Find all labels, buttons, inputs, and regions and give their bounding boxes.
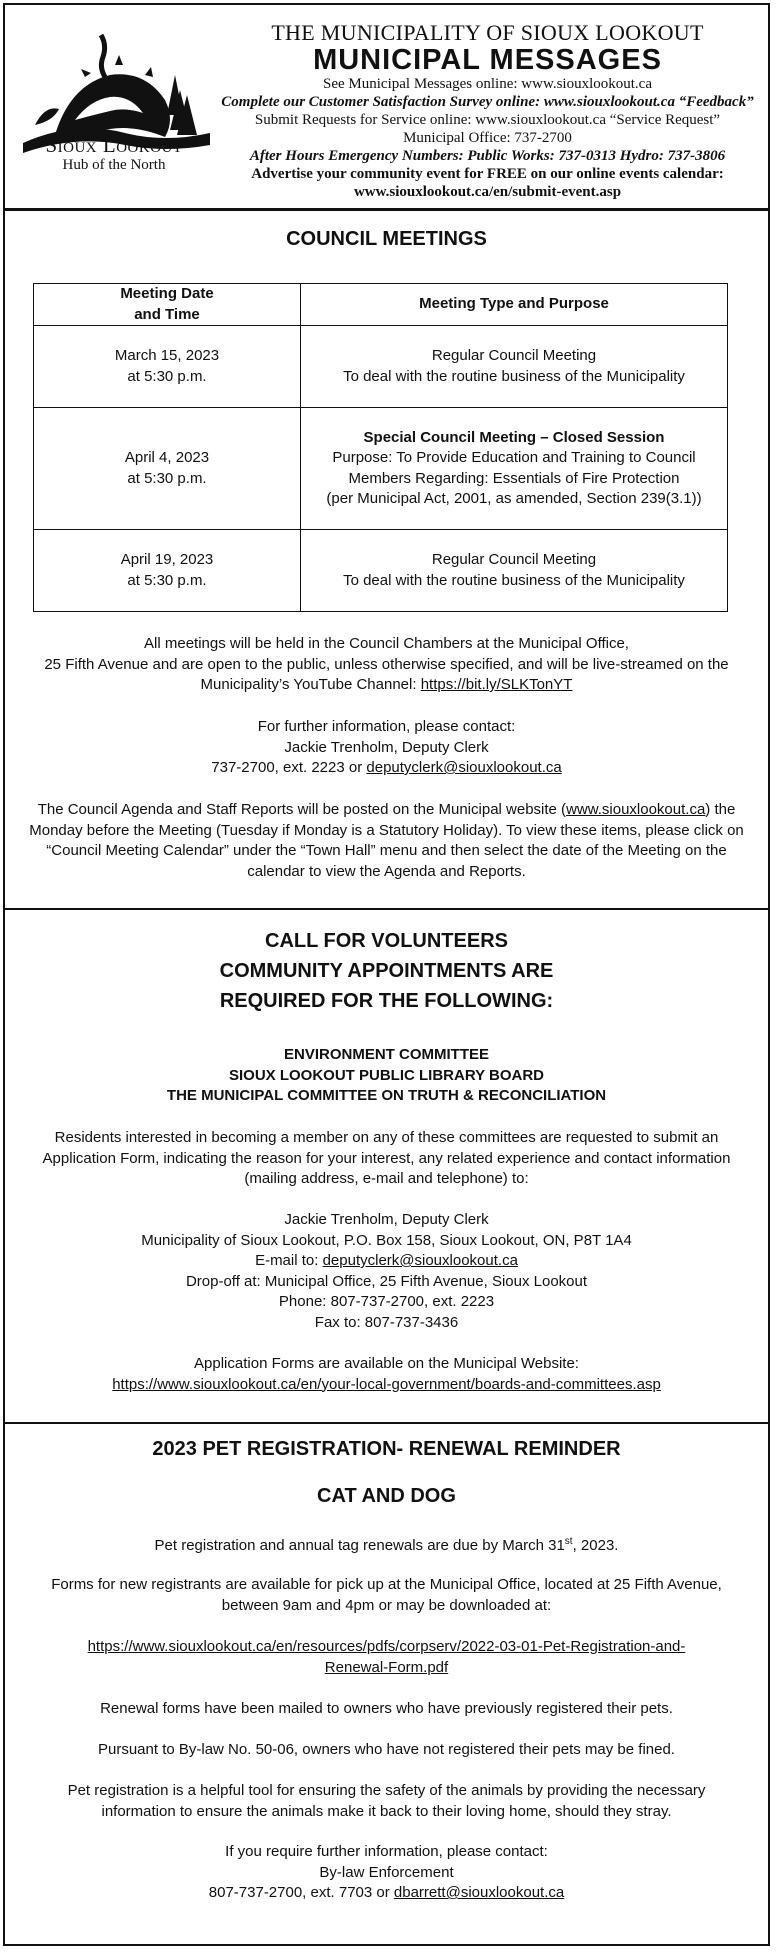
page-frame [3, 3, 770, 1946]
logo-wordmark: Sioux Lookout [45, 133, 183, 157]
column-header [34, 284, 301, 326]
meeting-location-notice [5, 634, 768, 696]
meeting-type: Regular Council Meeting [431, 551, 597, 568]
header-line: www.siouxlookout.ca/en/submit-event.asp [353, 184, 622, 200]
forms-notice [5, 1575, 768, 1616]
meeting-purpose-cell [301, 530, 728, 612]
website-link[interactable]: www.siouxlookout.ca [566, 801, 706, 818]
meeting-time: at 5:30 p.m. [127, 367, 207, 385]
notice-line: calendar to view the Agenda and Reports. [247, 862, 526, 880]
header-line: Advertise your community event for FREE on our online events calendar: [251, 166, 724, 182]
title-line: CALL FOR VOLUNTEERS [265, 930, 508, 952]
header-line: See Municipal Messages online: www.siouxlookout.ca [323, 76, 652, 92]
notice-text: , 2023. [572, 1537, 619, 1554]
section-subtitle: CAT AND DOG [317, 1485, 456, 1507]
header-text: and Time [134, 305, 200, 323]
section-title [5, 926, 768, 1016]
header-line: Submit Requests for Service online: www.siouxlookout.ca “Service Request” [254, 112, 721, 128]
link-line[interactable]: https://www.siouxlookout.ca/en/resources/pdfs/corpserv/2022-03-01-Pet-Registration-and- [87, 1638, 686, 1655]
renewal-notice: Renewal forms have been mailed to owners who have previously registered their pets. [100, 1700, 673, 1717]
header-text: Meeting Date [120, 285, 214, 302]
volunteers-section [5, 910, 768, 1424]
meeting-time: at 5:30 p.m. [127, 571, 207, 589]
contact-name: Jackie Trenholm, Deputy Clerk [284, 738, 489, 756]
helpful-notice [5, 1781, 768, 1822]
committee-name: ENVIRONMENT COMMITTEE [284, 1046, 489, 1063]
committee-name: THE MUNICIPAL COMMITTEE ON TRUTH & RECONCILIATION [166, 1087, 607, 1104]
youtube-link[interactable]: https://bit.ly/SLKTonYT [420, 676, 573, 693]
notice-line: between 9am and 4pm or may be downloaded at: [221, 1596, 552, 1614]
notice-line: 25 Fifth Avenue and are open to the public, unless otherwise specified, and will be live-streamed on the [44, 655, 729, 673]
masthead-text [215, 21, 760, 201]
contact-phone: 807-737-2700, ext. 7703 or [208, 1884, 394, 1901]
volunteer-contact [5, 1210, 768, 1333]
header-line: After Hours Emergency Numbers: Public Works: 737-0313 Hydro: 737-3806 [249, 148, 726, 164]
contact-line [5, 758, 768, 779]
bylaw-notice: Pursuant to By-law No. 50-06, owners who have not registered their pets may be fined. [98, 1741, 675, 1758]
title-line: COMMUNITY APPOINTMENTS ARE [219, 960, 554, 982]
notice-line: Monday before the Meeting (Tuesday if Monday is a Statutory Holiday). To view these items, please click on [29, 821, 744, 839]
title-line: REQUIRED FOR THE FOLLOWING: [219, 990, 554, 1012]
notice-line: information to ensure the animals make it back to their loving home, should they stray. [101, 1802, 672, 1820]
meeting-date-cell [34, 408, 301, 530]
email-link[interactable]: deputyclerk@siouxlookout.ca [366, 759, 562, 776]
masthead [5, 5, 768, 211]
intro-line: (mailing address, e-mail and telephone) to: [244, 1170, 529, 1187]
header-line: Municipal Office: 737-2700 [403, 130, 572, 146]
contact-department: By-law Enforcement [319, 1863, 454, 1881]
link-line[interactable]: Renewal-Form.pdf [324, 1658, 449, 1676]
meetings-table [33, 283, 728, 612]
meeting-purpose: Purpose: To Provide Education and Training to Council [332, 449, 696, 466]
section-title: COUNCIL MEETINGS [286, 228, 487, 250]
contact-line [5, 1883, 768, 1904]
meeting-time: at 5:30 p.m. [127, 469, 207, 487]
notice-text: ) the [705, 801, 736, 818]
intro-line: Application Form, indicating the reason for your interest, any related experience and contact information [42, 1149, 731, 1167]
forms-link[interactable]: https://www.siouxlookout.ca/en/your-local-government/boards-and-committees.asp [112, 1375, 661, 1393]
notice-text: Municipality’s YouTube Channel: [200, 676, 421, 693]
meeting-purpose: To deal with the routine business of the Municipality [343, 367, 685, 385]
form-download-link[interactable] [5, 1637, 768, 1678]
email-link[interactable]: deputyclerk@siouxlookout.ca [322, 1252, 518, 1269]
committee-name: SIOUX LOOKOUT PUBLIC LIBRARY BOARD [228, 1066, 544, 1084]
council-meetings-section [5, 211, 768, 910]
notice-line: Forms for new registrants are available for pick up at the Municipal Office, located at 25 Fifth Avenue, [51, 1576, 722, 1593]
pet-contact [5, 1842, 768, 1904]
meeting-date: April 4, 2023 [124, 449, 210, 466]
meeting-date-cell [34, 326, 301, 408]
table-row [34, 408, 728, 530]
contact-intro: If you require further information, please contact: [225, 1843, 548, 1860]
email-label: E-mail to: [255, 1252, 323, 1269]
contact-name: Jackie Trenholm, Deputy Clerk [284, 1211, 489, 1228]
meeting-purpose: (per Municipal Act, 2001, as amended, Section 239(3.1)) [326, 490, 702, 507]
table-row [34, 530, 728, 612]
application-forms [5, 1354, 768, 1395]
header-line: Complete our Customer Satisfaction Survey online: www.siouxlookout.ca “Feedback” [221, 94, 754, 110]
meeting-type: Special Council Meeting – Closed Session [363, 428, 665, 446]
contact-address: Municipality of Sioux Lookout, P.O. Box 158, Sioux Lookout, ON, P8T 1A4 [141, 1231, 632, 1249]
contact-phone: Phone: 807-737-2700, ext. 2223 [278, 1293, 495, 1310]
pet-registration-section [5, 1424, 768, 1944]
email-link[interactable]: dbarrett@siouxlookout.ca [393, 1884, 565, 1901]
notice-line: All meetings will be held in the Council Chambers at the Municipal Office, [144, 635, 629, 652]
contact-dropoff: Drop-off at: Municipal Office, 25 Fifth Avenue, Sioux Lookout [185, 1272, 588, 1290]
due-date-notice [5, 1532, 768, 1557]
meeting-date: March 15, 2023 [114, 347, 220, 364]
table-row [34, 326, 728, 408]
page-title: MUNICIPAL MESSAGES [313, 44, 662, 76]
notice-text: Pet registration and annual tag renewals are due by March 31 [154, 1537, 565, 1554]
section-title: 2023 PET REGISTRATION- RENEWAL REMINDER [152, 1438, 621, 1460]
contact-email-line [5, 1251, 768, 1272]
notice-line [5, 675, 768, 696]
contact-phone: 737-2700, ext. 2223 or [211, 759, 367, 776]
meeting-purpose: Members Regarding: Essentials of Fire Protection [348, 469, 680, 487]
notice-line: “Council Meeting Calendar” under the “Town Hall” menu and then select the date of the Meeting on the [46, 842, 727, 859]
contact-intro: For further information, please contact: [257, 718, 516, 735]
contact-fax: Fax to: 807-737-3436 [314, 1313, 459, 1331]
volunteer-intro [5, 1128, 768, 1190]
notice-line: Pet registration is a helpful tool for ensuring the safety of the animals by providing the necessary [67, 1782, 706, 1799]
notice-line [5, 800, 768, 821]
ordinal-suffix: st [564, 1536, 573, 1547]
meeting-purpose: To deal with the routine business of the Municipality [343, 571, 685, 589]
municipality-name: THE MUNICIPALITY OF SIOUX LOOKOUT [271, 20, 704, 45]
table-header-row [34, 284, 728, 326]
column-header: Meeting Type and Purpose [301, 284, 728, 326]
notice-text: The Council Agenda and Staff Reports will be posted on the Municipal website ( [37, 801, 567, 818]
agenda-notice [5, 800, 768, 882]
council-contact [5, 717, 768, 779]
meeting-purpose-cell [301, 326, 728, 408]
meeting-date-cell [34, 530, 301, 612]
meeting-purpose-cell [301, 408, 728, 530]
intro-line: Residents interested in becoming a member on any of these committees are requested to submit an [54, 1129, 719, 1146]
meeting-date: April 19, 2023 [120, 551, 214, 568]
meeting-type: Regular Council Meeting [431, 347, 597, 364]
forms-intro: Application Forms are available on the Municipal Website: [194, 1355, 579, 1372]
logo-tagline: Hub of the North [62, 157, 166, 173]
committee-list [5, 1045, 768, 1107]
